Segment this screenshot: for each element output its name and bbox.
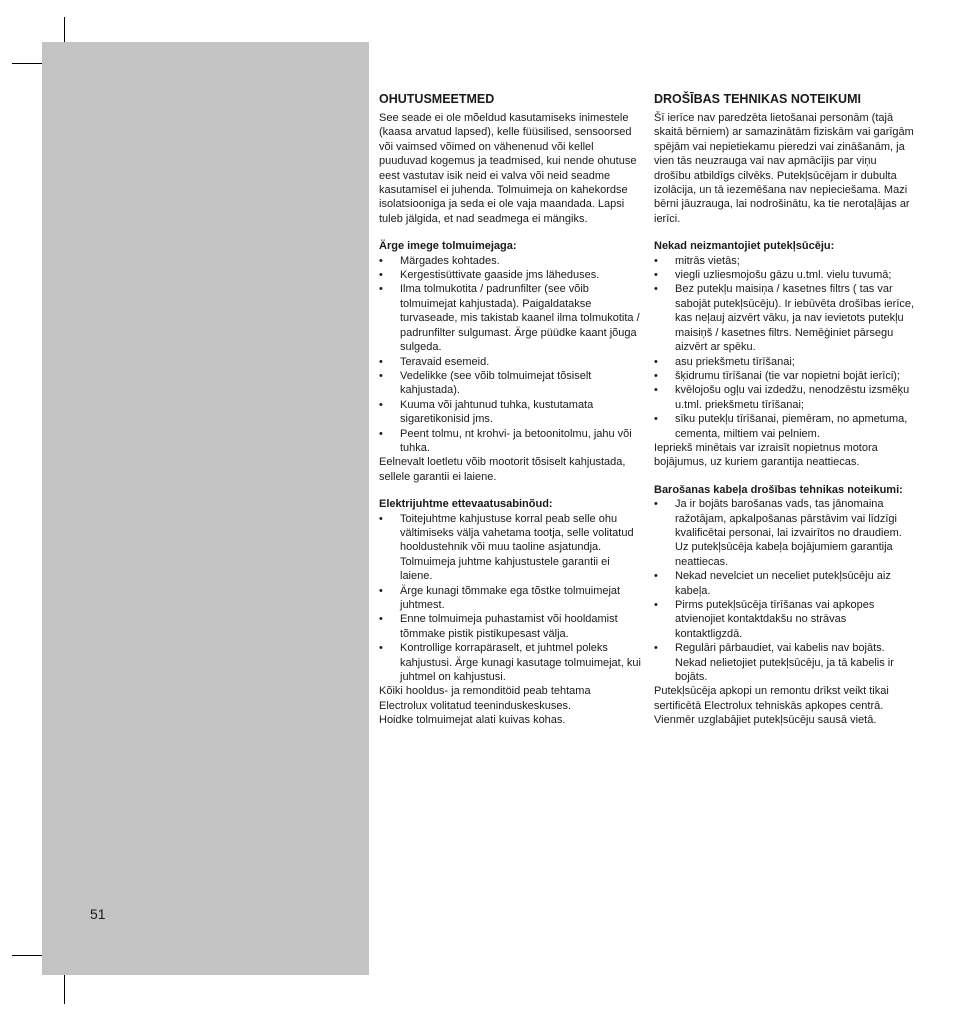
estonian-intro: See seade ei ole mõeldud kasutamiseks inimestele (kaasa arvatud lapsed), kelle füüsilised, sensoorsed või vaimsed võimed on vähenenud või kellel puuduvad kogemus ja teadmised, kui nende ohutuse eest vastutav isik neid ei valva või neid seadme kasutamisel ei juhenda. Tolmuimeja on kahekordse isolatsiooniga ja seda ei ole vaja maandada. Lapsi tuleb jälgida, et nad seadmega ei mängiks. (379, 112, 637, 225)
latvian-cable-list (654, 497, 916, 684)
list-item: • šķidrumu tīrīšanai (tie var nopietni bojāt ierīci); (654, 369, 916, 383)
estonian-electric-list (379, 512, 641, 685)
latvian-column (654, 92, 916, 728)
latvian-title: DROŠĪBAS TEHNIKAS NOTEIKUMI (654, 92, 861, 106)
list-item-note: Tolmuimeja juhtme kahjustustele garantii ei laiene. (400, 555, 610, 583)
estonian-dont-use-note: Eelnevalt loetletu võib mootorit tõsiselt kahjustada, sellele garantii ei laiene. (379, 456, 626, 483)
list-item: • Ilma tolmukotita / padrunfilter (see võib tolmuimejat kahjustada). Paigaldatakse turvaseade, mis takistab kaanel ilma tolmukotita / padrunfilter sulgumast. Ärge püüdke kaant jõuga sulgeda. (379, 282, 641, 354)
list-item: • Regulāri pārbaudiet, vai kabelis nav bojāts. Nekad nelietojiet putekļsūcēju, ja tā kabelis ir bojāts. (654, 641, 916, 684)
list-item: • sīku putekļu tīrīšanai, piemēram, no apmetuma, cementa, miltiem vai pelniem. (654, 412, 916, 441)
list-item-note: Uz putekļsūcēja kabeļa bojājumiem garantija neattiecas. (675, 541, 893, 568)
page-number: 51 (90, 906, 106, 922)
latvian-dont-use-note: Iepriekš minētais var izraisīt nopietnus motora bojājumus, uz kuriem garantija neattiecas. (654, 441, 878, 469)
latvian-dont-use-list (654, 254, 916, 441)
estonian-dont-use-heading: Ärge imege tolmuimejaga: (379, 240, 517, 253)
estonian-title: OHUTUSMEETMED (379, 92, 495, 106)
estonian-electric-heading: Elektrijuhtme ettevaatusabinõud: (379, 498, 553, 511)
estonian-closing-service: Kõiki hooldus- ja remonditöid peab tehtama Electrolux volitatud teeninduskeskuses. (379, 685, 591, 712)
list-item: • Pirms putekļsūcēja tīrīšanas vai apkopes atvienojiet kontaktdakšu no strāvas kontaktligzdā. (654, 598, 916, 641)
latvian-intro: Šī ierīce nav paredzēta lietošanai personām (tajā skaitā bērniem) ar samazinātām fiziskām vai garīgām spējām vai nepietiekamu pieredzi vai zināšanām, ja vien tās neuzrauga vai nav apmācījis par viņu drošību atbildīgs cilvēks. Putekļsūcējam ir dubulta izolācija, un tā iezemēšana nav nepieciešama. Mazi bērni jāuzrauga, lai nodrošinātu, ka tie nerotaļājas ar ierīci. (654, 112, 914, 225)
list-item: • Teravaid esemeid. (379, 355, 641, 369)
gray-margin-panel (42, 42, 369, 975)
list-item: • Kontrollige korrapäraselt, et juhtmel poleks kahjustusi. Ärge kunagi kasutage tolmuimejat, kui juhtmel on kahjustusi. (379, 641, 641, 684)
list-item: • Peent tolmu, nt krohvi- ja betoonitolmu, jahu või tuhka. (379, 427, 641, 456)
list-item: • Bez putekļu maisiņa / kasetnes filtrs ( tas var sabojāt putekļsūcēju). Ir iebūvēta drošības ierīce, kas neļauj aizvērt vāku, ja nav ievietots putekļu maisiņš / kasetnes filtrs. Nemēģiniet pārsegu aizvērt ar spēku. (654, 282, 916, 354)
list-item: • Ja ir bojāts barošanas vads, tas jānomaina ražotājam, apkalpošanas pārstāvim vai līdzīgi kvalificētai personai, lai izvairītos no draudiem. Uz putekļsūcēja kabeļa bojājumiem garantija neattiecas. (654, 497, 916, 569)
latvian-dont-use-heading: Nekad neizmantojiet putekļsūcēju: (654, 240, 835, 253)
list-item: • mitrās vietās; (654, 254, 916, 268)
list-item: • asu priekšmetu tīrīšanai; (654, 355, 916, 369)
latvian-cable-heading: Barošanas kabeļa drošības tehnikas noteikumi: (654, 483, 903, 496)
list-item: • Ärge kunagi tõmmake ega tõstke tolmuimejat juhtmest. (379, 584, 641, 613)
estonian-dont-use-list (379, 254, 641, 456)
list-item: • Kergestisüttivate gaaside jms läheduses. (379, 268, 641, 282)
list-item: • viegli uzliesmojošu gāzu u.tml. vielu tuvumā; (654, 268, 916, 282)
list-item: • kvēlojošu ogļu vai izdedžu, nenodzēstu izsmēķu u.tml. priekšmetu tīrīšanai; (654, 383, 916, 412)
latvian-closing-storage: Vienmēr uzglabājiet putekļsūcēju sausā vietā. (654, 714, 877, 727)
list-item: • Enne tolmuimeja puhastamist või hooldamist tõmmake pistik pistikupesast välja. (379, 612, 641, 641)
list-item: • Vedelikke (see võib tolmuimejat tõsiselt kahjustada). (379, 369, 641, 398)
latvian-closing-service: Putekļsūcēja apkopi un remontu drīkst veikt tikai sertificētā Electrolux tehniskās apkopes centrā. (654, 685, 889, 712)
list-item: • Märgades kohtades. (379, 254, 641, 268)
estonian-column (379, 92, 641, 728)
list-item: • Toitejuhtme kahjustuse korral peab selle ohu vältimiseks välja vahetama tootja, selle volitatud hooldustehnik või muu taoline asjatundja. Tolmuimeja juhtme kahjustustele garantii ei laiene. (379, 512, 641, 584)
list-item: • Nekad nevelciet un neceliet putekļsūcēju aiz kabeļa. (654, 569, 916, 598)
estonian-closing-storage: Hoidke tolmuimejat alati kuivas kohas. (379, 714, 566, 727)
list-item: • Kuuma või jahtunud tuhka, kustutamata sigaretikonisid jms. (379, 398, 641, 427)
